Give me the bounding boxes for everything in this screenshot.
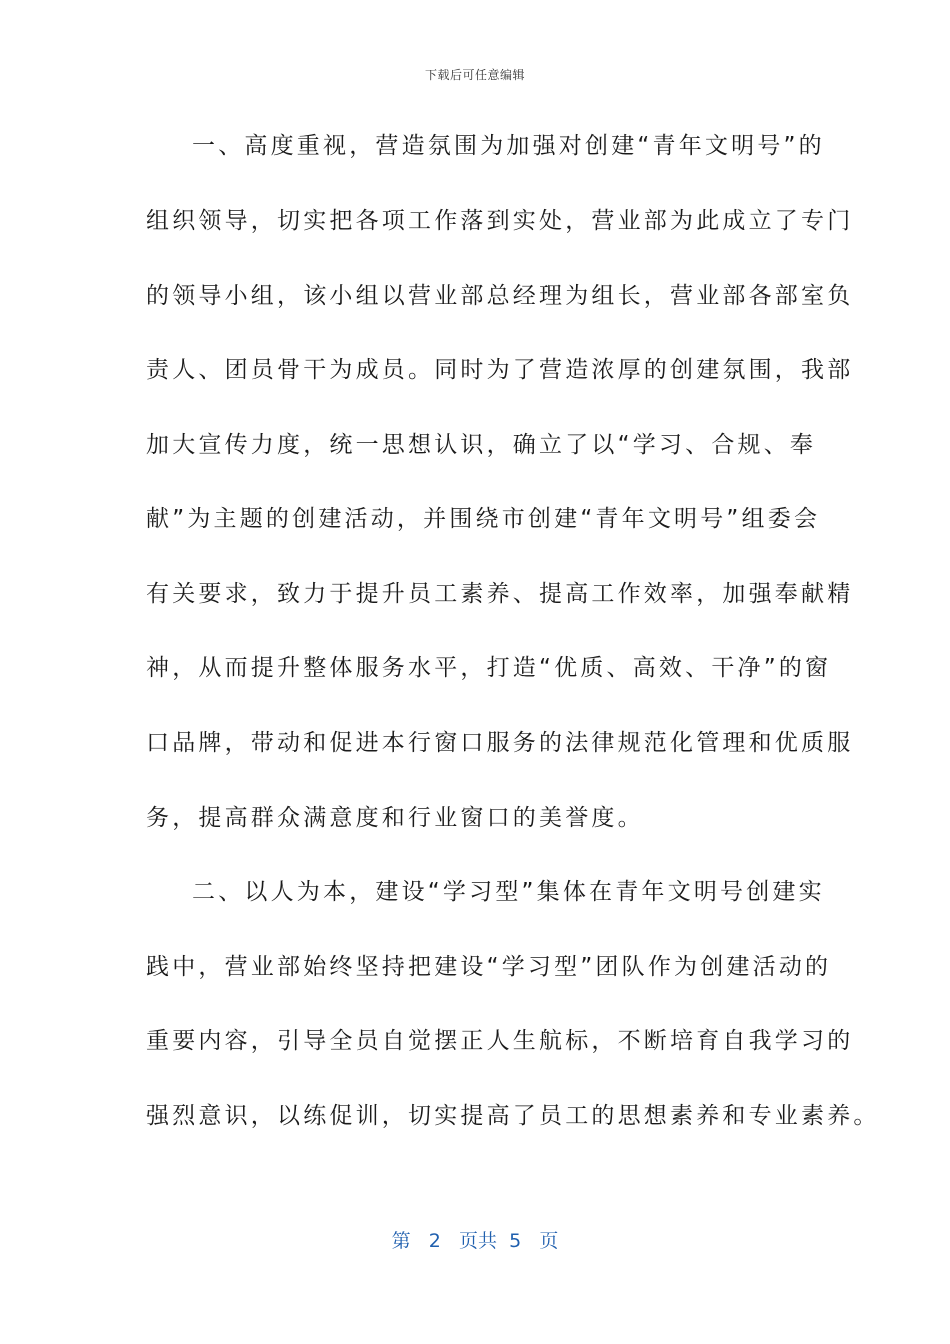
paragraph-2-line-4: 强烈意识，以练促训，切实提高了员工的思想素养和专业素养。: [146, 1103, 880, 1129]
page-number-footer: [0, 1226, 950, 1253]
paragraph-1-line-6: 献”为主题的创建活动，并围绕市创建“青年文明号”组委会: [146, 506, 821, 532]
paragraph-2-line-1: 二、以人为本，建设“学习型”集体在青年文明号创建实: [192, 879, 825, 905]
paragraph-2-line-2: 践中，营业部始终坚持把建设“学习型”团队作为创建活动的: [146, 954, 832, 980]
paragraph-2-line-3: 重要内容，引导全员自觉摆正人生航标，不断培育自我学习的: [146, 1028, 854, 1054]
paragraph-1-line-9: 口品牌，带动和促进本行窗口服务的法律规范化管理和优质服: [146, 730, 854, 756]
footer-middle: 页共: [459, 1230, 498, 1252]
paragraph-1-line-4: 责人、团员骨干为成员。同时为了营造浓厚的创建氛围，我部: [146, 357, 854, 383]
paragraph-1-line-1: 一、高度重视，营造氛围为加强对创建“青年文明号”的: [192, 133, 825, 159]
paragraph-1-line-10: 务，提高群众满意度和行业窗口的美誉度。: [146, 805, 644, 831]
page-header-note: 下载后可任意编辑: [424, 68, 525, 82]
paragraph-1-line-3: 的领导小组，该小组以营业部总经理为组长，营业部各部室负: [146, 283, 854, 309]
footer-current-page: 2: [428, 1230, 441, 1252]
paragraph-1-line-7: 有关要求，致力于提升员工素养、提高工作效率，加强奉献精: [146, 581, 854, 607]
paragraph-1-line-2: 组织领导，切实把各项工作落到实处，营业部为此成立了专门: [146, 208, 854, 234]
footer-total-pages: 5: [509, 1230, 522, 1252]
paragraph-1-line-5: 加大宣传力度，统一思想认识，确立了以“学习、合规、奉: [146, 432, 817, 458]
paragraph-1-line-8: 神，从而提升整体服务水平，打造“优质、高效、干净”的窗: [146, 655, 832, 681]
footer-suffix: 页: [539, 1230, 559, 1252]
footer-prefix: 第: [391, 1230, 411, 1252]
